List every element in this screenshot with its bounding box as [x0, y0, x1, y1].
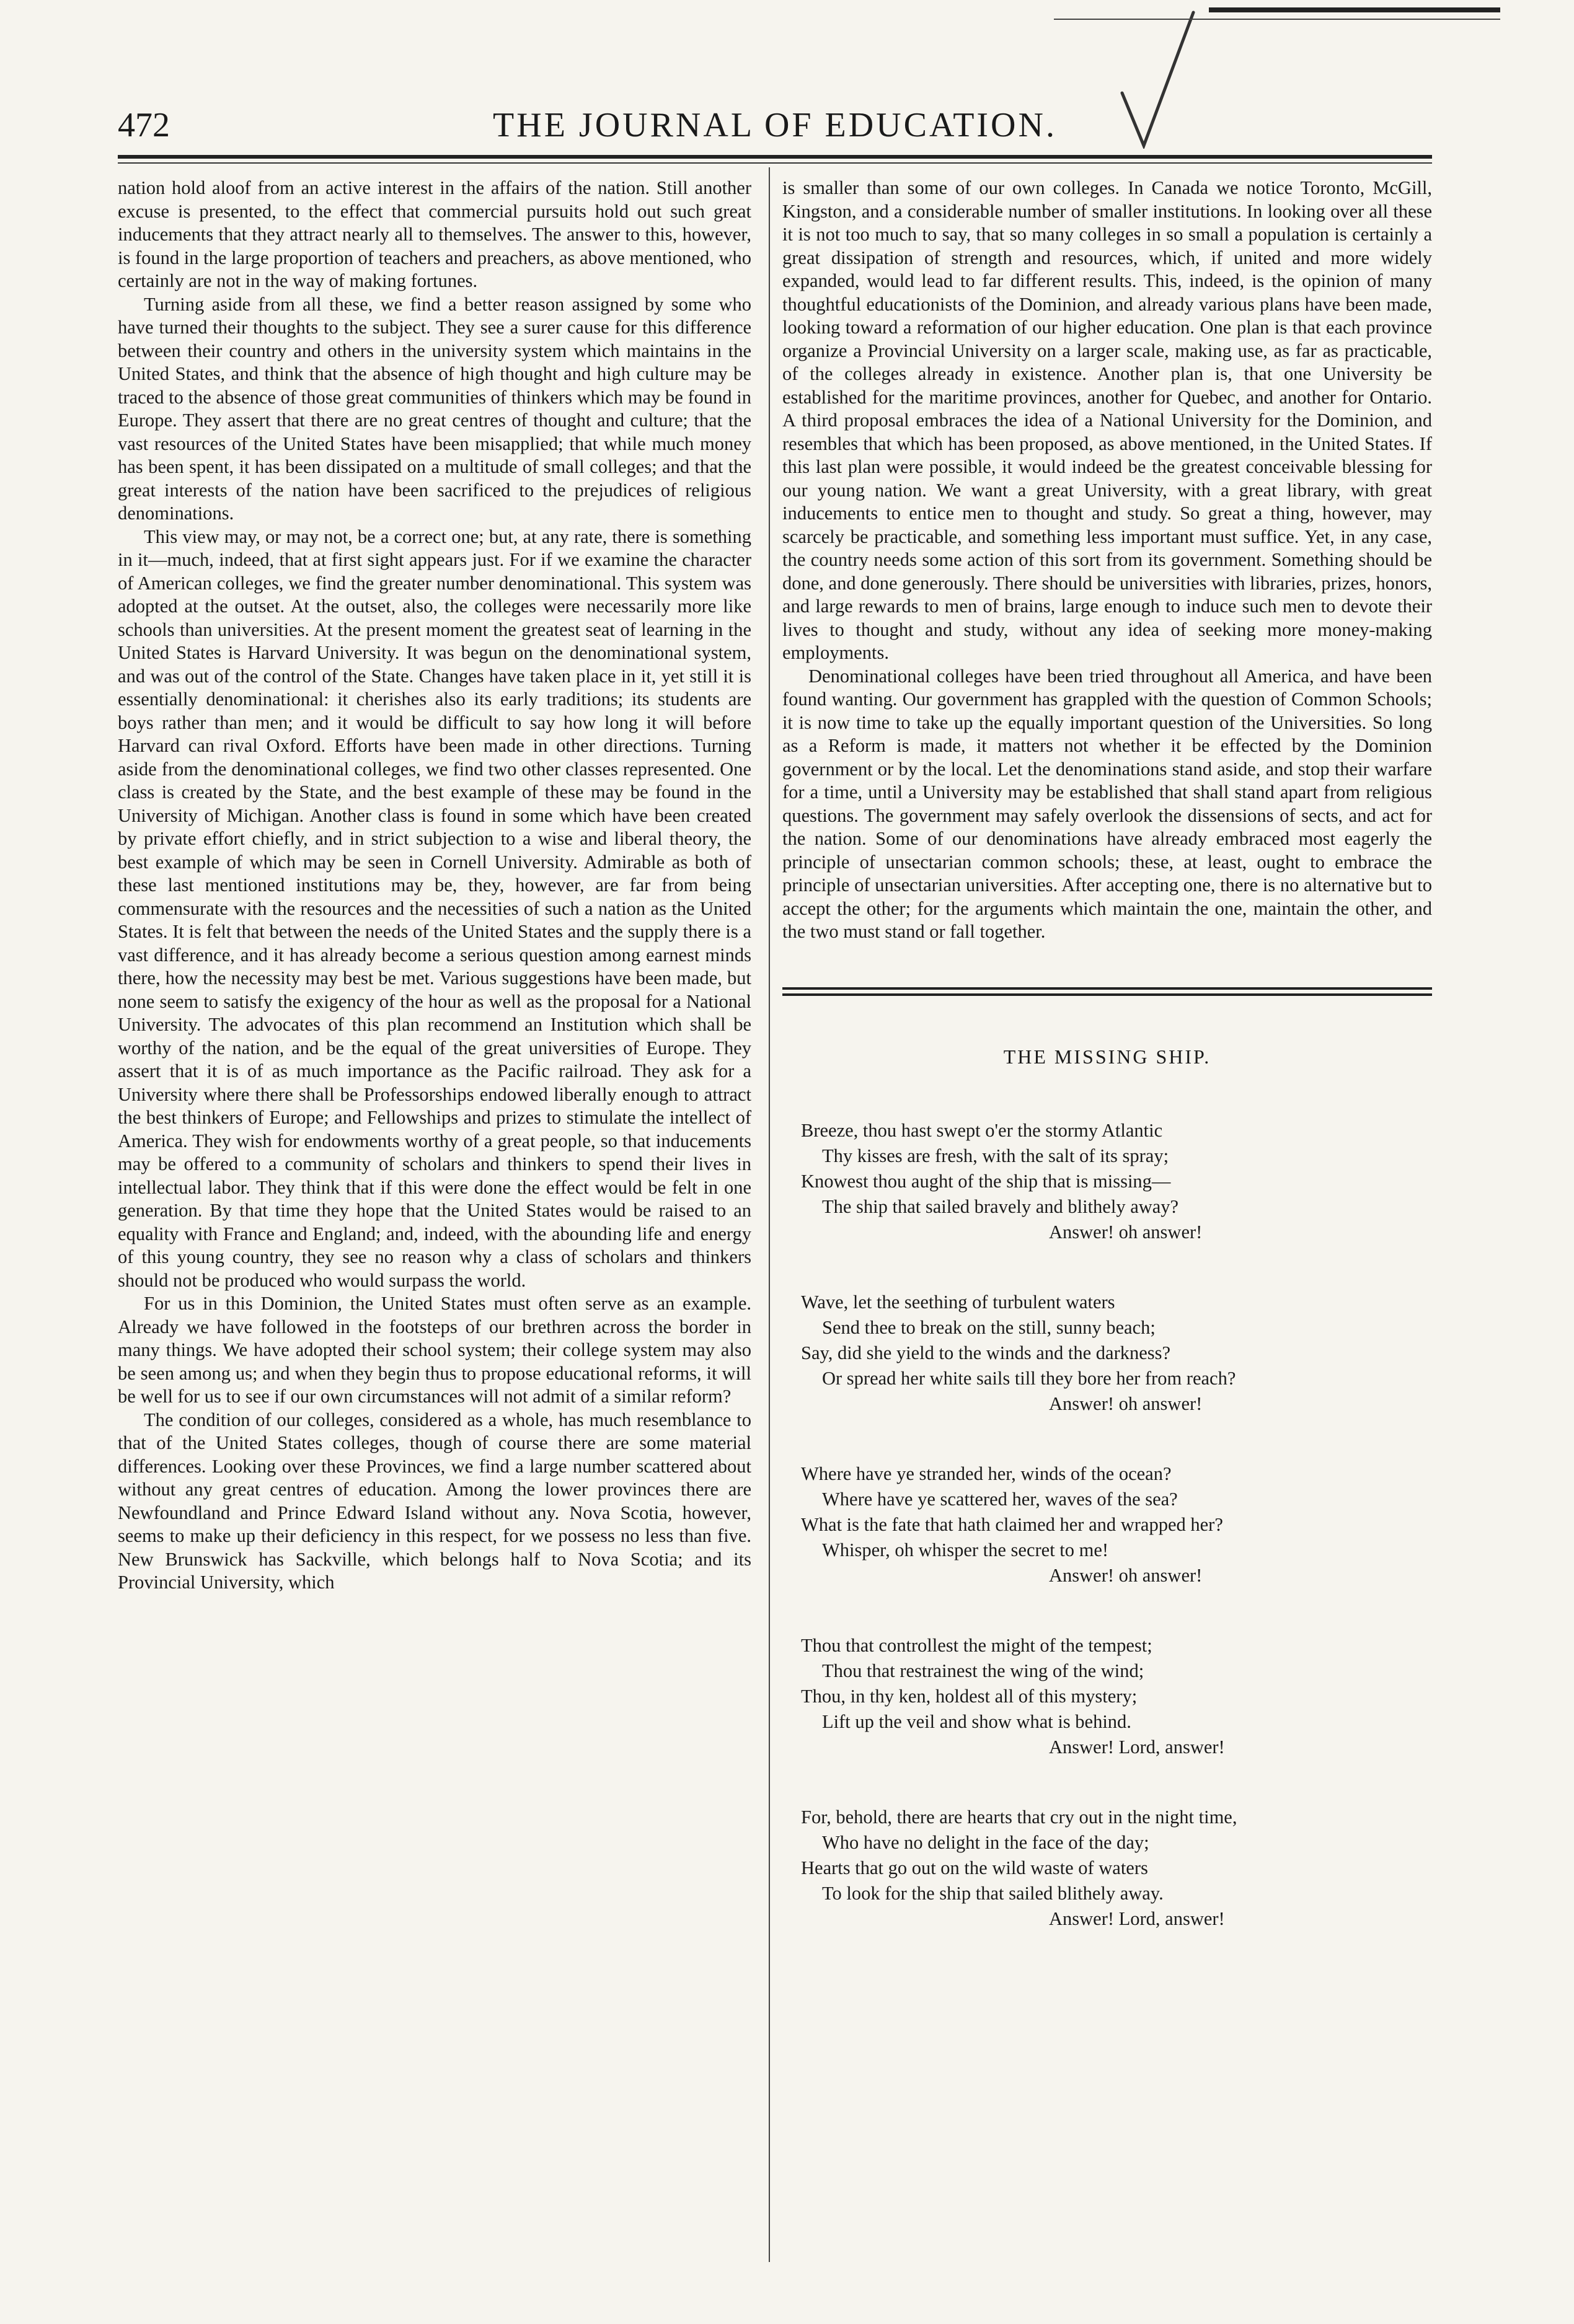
- poem-line: Where have ye stranded her, winds of the ocean?: [801, 1463, 1172, 1484]
- header-rule: [118, 155, 1432, 159]
- poem-line: Breeze, thou hast swept o'er the stormy Atlantic: [801, 1120, 1163, 1141]
- poem-line: The ship that sailed bravely and blithely away?: [822, 1196, 1179, 1217]
- paragraph: is smaller than some of our own colleges. In Canada we notice Toronto, McGill, Kingston, and a considerable number of smaller institutions. In looking over all these it is not too much to say, that so many colleges in so small a population is certainly a great dissipation of strength and resources, which, if united and more widely expanded, would lead to far different results. This, indeed, is the opinion of many thoughtful educationists of the Dominion, and already various plans have been made, looking toward a reformation of our higher education. One plan is that each province organize a Provincial University on a larger scale, making use, as far as practicable, of the colleges already in existence. Another plan is, that one University be established for the maritime provinces, another for Quebec, and another for Ontario. A third proposal embraces the idea of a National University for the Dominion, and resembles that which has been proposed, as above mentioned, in the United States. If this last plan were possible, it would indeed be the greatest conceivable blessing for our young nation. We want a great University, with a great library, with great inducements to entice men to thought and study. So great a thing, however, may scarcely be practicable, and something less important must suffice. Yet, in any case, the country needs some action of this sort from its government. Something should be done, and done generously. There should be universities with libraries, prizes, honors, and large rewards to men of brains, large enough to induce such men to devote their lives to thought and study, without any idea of seeking more money-making employments.: [782, 177, 1432, 663]
- poem-title: THE MISSING SHIP.: [1003, 1045, 1211, 1068]
- poem-line: To look for the ship that sailed blithely away.: [822, 1883, 1164, 1904]
- poem-line: Thy kisses are fresh, with the salt of its spray;: [822, 1145, 1169, 1166]
- poem-line: Whisper, oh whisper the secret to me!: [822, 1539, 1109, 1560]
- poem-refrain: Answer! oh answer!: [1049, 1565, 1203, 1586]
- poem-line: Thou that restrainest the wing of the wind;: [822, 1660, 1144, 1681]
- page-number: 472: [118, 106, 170, 144]
- page-header: [118, 105, 1432, 155]
- poem-line: Wave, let the seething of turbulent waters: [801, 1292, 1115, 1313]
- poem: [782, 1045, 1432, 1932]
- top-rule-mark: [1209, 7, 1500, 12]
- paragraph: This view may, or may not, be a correct one; but, at any rate, there is something in it—much, indeed, that at first sight appears just. For if we examine the character of American colleges, we find the greater number denominational. This system was adopted at the outset. At the outset, also, the colleges were necessarily more like schools than universities. At the present moment the greatest seat of learning in the United States is Harvard University. It was begun on the denominational system, and was out of the control of the State. Changes have taken place in it, yet still it is essentially denominational: it cherishes also its early traditions; its students are boys rather than men; and it would be difficult to say how long it will before Harvard can rival Oxford. Efforts have been made in other directions. Turning aside from the denominational colleges, we find two other classes represented. One class is created by the State, and the best example of these may be found in the University of Michigan. Another class is found in some which have been created by private effort chiefly, and in strict subjection to a wise and liberal theory, the best example of which may be seen in Cornell University. Admirable as both of these last mentioned institutions may be, they, however, are far from being commensurate with the resources and the necessities of such a nation as the United States. It is felt that between the needs of the United States and the supply there is a vast difference, and it has already become a serious question among earnest minds there, how the necessity may best be met. Various suggestions have been made, but none seem to satisfy the exigency of the hour as well as the proposal for a National University. The advocates of this plan recommend an Institution which shall be worthy of the nation, and be the equal of the great universities of Europe. They assert that it is of as much importance as the Pacific railroad. They ask for a University where there shall be Professorships endowed liberally enough to attract the best thinkers of Europe; and Fellowships and prizes to stimulate the intellect of America. They wish for endowments worthy of a great people, so that inducements may be offered to a community of scholars and thinkers to spend their lives in intellectual labor. They think that if this were done the effect would be felt in one generation. By that time they hope that the United States would be raised to an equality with France and England; and, indeed, with the abounding life and energy of this young country, they see no reason why a class of scholars and thinkers should not be produced who would surpass the world.: [118, 526, 751, 1291]
- poem-line: Knowest thou aught of the ship that is missing—: [801, 1171, 1171, 1192]
- poem-line: Where have ye scattered her, waves of the sea?: [822, 1489, 1178, 1510]
- poem-stanza: [782, 1805, 1432, 1932]
- column-divider: [769, 167, 770, 2262]
- poem-stanza: [782, 1118, 1432, 1245]
- paragraph: For us in this Dominion, the United States must often serve as an example. Already we have followed in the footsteps of our brethren across the border in many things. We have adopted their school system; their college system may also be seen among us; and when they begin thus to propose educational reforms, it will be well for us to see if our own circumstances will not admit of a similar reform?: [118, 1293, 751, 1407]
- poem-line: Or spread her white sails till they bore her from reach?: [822, 1368, 1236, 1389]
- paragraph: The condition of our colleges, considered as a whole, has much resemblance to that of the United States colleges, though of course there are some material differences. Looking over these Provinces, we find a large number scattered about without any great centres of education. Among the lower provinces there are Newfoundland and Prince Edward Island without any. Nova Scotia, however, seems to make up their deficiency in this respect, for we possess no less than five. New Brunswick has Sackville, which belongs half to Nova Scotia; and its Provincial University, which: [118, 1409, 751, 1593]
- paragraph: Denominational colleges have been tried throughout all America, and have been found wanting. Our government has grappled with the question of Common Schools; it is now time to take up the equally important question of the Universities. So long as a Reform is made, it matters not whether it be effected by the Dominion government or by the local. Let the denominations stand aside, and stop their warfare for a time, until a University may be established that shall stand apart from religious questions. The government may safely overlook the dissensions of sects, and act for the nation. Some of our denominations have already embraced most eagerly the principle of unsectarian common schools; these, at least, ought to embrace the principle of unsectarian universities. After accepting one, there is no alternative but to accept the other; for the arguments which maintain the one, maintain the other, and the two must stand or fall together.: [782, 665, 1432, 942]
- poem-line: What is the fate that hath claimed her and wrapped her?: [801, 1514, 1223, 1535]
- poem-line: Thou that controllest the might of the tempest;: [801, 1635, 1152, 1656]
- top-rule-mark-thin: [1054, 19, 1500, 20]
- poem-line: Lift up the veil and show what is behind.: [822, 1711, 1131, 1732]
- poem-stanza: [782, 1461, 1432, 1588]
- poem-refrain: Answer! Lord, answer!: [1049, 1908, 1225, 1929]
- poem-refrain: Answer! oh answer!: [1049, 1393, 1203, 1414]
- poem-stanza: [782, 1633, 1432, 1760]
- left-column: [118, 177, 751, 1595]
- journal-title: THE JOURNAL OF EDUCATION.: [493, 106, 1057, 144]
- paragraph: nation hold aloof from an active interest in the affairs of the nation. Still another excuse is presented, to the effect that commercial pursuits hold out such great inducements that they attract nearly all to themselves. The answer to this, however, is found in the large proportion of teachers and preachers, as above mentioned, who certainly are not in the way of making fortunes.: [118, 177, 751, 291]
- poem-line: Thou, in thy ken, holdest all of this mystery;: [801, 1686, 1138, 1707]
- header-rule-thin: [118, 162, 1432, 164]
- poem-line: Who have no delight in the face of the day;: [822, 1832, 1149, 1853]
- section-separator: [782, 987, 1432, 996]
- poem-stanza: [782, 1290, 1432, 1417]
- right-column: [782, 177, 1432, 1976]
- paragraph: Turning aside from all these, we find a better reason assigned by some who have turned their thoughts to the subject. They see a surer cause for this difference between their country and others in the university system which maintains in the United States, and think that the absence of high thought and high culture may be traced to the absence of those great communities of thinkers which may be found in Europe. They assert that there are no great centres of thought and culture; that the vast resources of the United States have been misapplied; that while much money has been spent, it has been dissipated on a multitude of small colleges; and that the great interests of the nation have been sacrificed to the prejudices of religious denominations.: [118, 293, 751, 524]
- poem-refrain: Answer! Lord, answer!: [1049, 1736, 1225, 1758]
- poem-refrain: Answer! oh answer!: [1049, 1221, 1203, 1243]
- poem-line: Send thee to break on the still, sunny beach;: [822, 1317, 1156, 1338]
- poem-line: Say, did she yield to the winds and the darkness?: [801, 1342, 1171, 1363]
- poem-line: Hearts that go out on the wild waste of waters: [801, 1857, 1148, 1878]
- poem-line: For, behold, there are hearts that cry out in the night time,: [801, 1807, 1237, 1828]
